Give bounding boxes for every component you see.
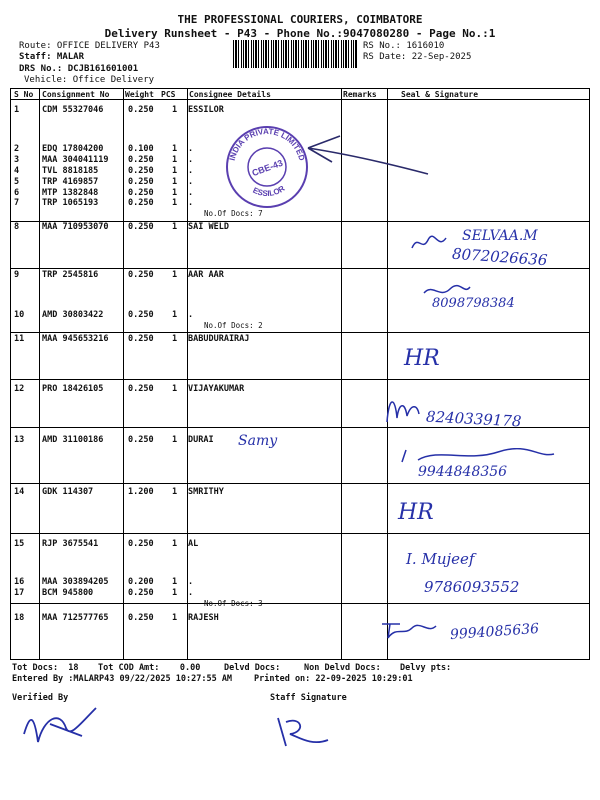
row-consignee: DURAI (188, 435, 214, 445)
col-seal-signature: Seal & Signature (401, 90, 479, 99)
row-consignment-no: AMD 30803422 (42, 310, 104, 320)
signature-initials: HR (404, 346, 440, 371)
row-pcs: 1 (172, 198, 178, 208)
row-weight: 0.100 (128, 144, 154, 154)
row-weight: 0.250 (128, 155, 154, 165)
company-stamp (224, 124, 310, 210)
row-weight: 0.250 (128, 222, 154, 232)
row-consignee: . (188, 198, 194, 208)
signature-mark (380, 616, 440, 642)
row-pcs: 1 (172, 577, 178, 587)
row-sno: 5 (14, 177, 20, 187)
row-consignment-no: RJP 3675541 (42, 539, 99, 549)
row-weight: 0.250 (128, 270, 154, 280)
signature-inline-name: Samy (238, 433, 278, 449)
signature-phone: 8240339178 (425, 407, 522, 431)
row-consignee: . (188, 166, 194, 176)
row-consignment-no: MTP 1382848 (42, 188, 99, 198)
row-consignment-no: MAA 712577765 (42, 613, 109, 623)
row-consignment-no: EDQ 17804200 (42, 144, 104, 154)
row-pcs: 1 (172, 487, 178, 497)
total-docs: Tot Docs: 18 (12, 663, 79, 673)
row-consignment-no: CDM 55327046 (42, 105, 104, 115)
row-pcs: 1 (172, 188, 178, 198)
row-weight: 0.250 (128, 384, 154, 394)
row-pcs: 1 (172, 155, 178, 165)
row-consignee: . (188, 577, 194, 587)
row-sno: 8 (14, 222, 20, 232)
row-pcs: 1 (172, 270, 178, 280)
group-docs-count: No.Of Docs: 2 (204, 321, 263, 330)
runsheet-subtitle: Delivery Runsheet - P43 - Phone No.:9047080280 - Page No.:1 (104, 27, 496, 40)
printed-on: Printed on: 22-09-2025 10:29:01 (254, 674, 413, 684)
signature-mark (410, 232, 450, 254)
arrow-scribble (300, 128, 440, 178)
row-pcs: 1 (172, 177, 178, 187)
staff-signature (272, 712, 332, 752)
row-consignee: . (188, 310, 194, 320)
row-sno: 6 (14, 188, 20, 198)
non-delivered-docs: Non Delvd Docs: (304, 663, 381, 673)
company-name: THE PROFESSIONAL COURIERS, COIMBATORE (177, 13, 423, 26)
signature-phone: 8072026636 (451, 244, 548, 270)
entered-by: Entered By :MALARP43 09/22/2025 10:27:55 AM (12, 674, 233, 684)
row-weight: 0.250 (128, 334, 154, 344)
signature-phone: 9944848356 (418, 464, 508, 480)
col-consignment: Consignment No (42, 90, 110, 99)
verified-by-label: Verified By (12, 693, 69, 703)
col-pcs: PCS (161, 90, 176, 99)
row-weight: 0.250 (128, 539, 154, 549)
row-sno: 13 (14, 435, 25, 445)
row-sno: 17 (14, 588, 25, 598)
row-weight: 0.250 (128, 198, 154, 208)
row-consignment-no: MAA 303894205 (42, 577, 109, 587)
row-consignee: SMRITHY (188, 487, 224, 497)
col-consignee: Consignee Details (189, 90, 271, 99)
row-sno: 14 (14, 487, 25, 497)
row-consignment-no: MAA 304041119 (42, 155, 109, 165)
row-pcs: 1 (172, 310, 178, 320)
stamp-center-text: CBE-43 (250, 157, 285, 179)
row-consignee: AL (188, 539, 199, 549)
row-pcs: 1 (172, 588, 178, 598)
row-weight: 0.250 (128, 310, 154, 320)
row-weight: 0.250 (128, 177, 154, 187)
row-pcs: 1 (172, 166, 178, 176)
rs-date: RS Date: 22-Sep-2025 (363, 52, 472, 62)
row-sno: 18 (14, 613, 25, 623)
verifier-signature (20, 704, 100, 748)
row-weight: 0.250 (128, 166, 154, 176)
row-consignee: SAI WELD (188, 222, 229, 232)
signature-initials: HR (398, 500, 434, 525)
group-docs-count: No.Of Docs: 3 (204, 599, 263, 608)
row-weight: 1.200 (128, 487, 154, 497)
row-sno: 1 (14, 105, 20, 115)
signature-phone: 9786093552 (424, 578, 520, 596)
row-pcs: 1 (172, 334, 178, 344)
row-weight: 0.250 (128, 188, 154, 198)
row-sno: 7 (14, 198, 20, 208)
svg-text:INDIA PRIVATE LIMITED (228, 127, 307, 162)
signature-phone: 8098798384 (432, 296, 515, 311)
row-consignee: . (188, 155, 194, 165)
row-pcs: 1 (172, 105, 178, 115)
row-consignment-no: BCM 945800 (42, 588, 94, 598)
signature-mark (383, 392, 423, 428)
stamp-inner-text: ESSILOR (251, 183, 287, 199)
row-consignee: RAJESH (188, 613, 219, 623)
row-sno: 11 (14, 334, 25, 344)
row-consignment-no: GDK 114307 (42, 487, 94, 497)
row-sno: 10 (14, 310, 25, 320)
row-weight: 0.250 (128, 613, 154, 623)
staff-signature-label: Staff Signature (270, 693, 347, 703)
route-label: Route: OFFICE DELIVERY P43 (19, 41, 160, 51)
row-weight: 0.250 (128, 588, 154, 598)
row-consignee: . (188, 588, 194, 598)
row-consignment-no: TRP 4169857 (42, 177, 99, 187)
row-consignee: VIJAYAKUMAR (188, 384, 245, 394)
total-cod-amount: Tot COD Amt: 0.00 (98, 663, 201, 673)
rs-number: RS No.: 1616010 (363, 41, 445, 51)
row-sno: 15 (14, 539, 25, 549)
vehicle-label: Vehicle: Office Delivery (24, 75, 155, 85)
row-pcs: 1 (172, 222, 178, 232)
row-consignee: . (188, 144, 194, 154)
row-consignment-no: MAA 710953070 (42, 222, 109, 232)
signature-name: SELVAA.M (462, 228, 538, 244)
delivered-docs: Delvd Docs: (224, 663, 281, 673)
row-sno: 16 (14, 577, 25, 587)
row-sno: 2 (14, 144, 20, 154)
row-pcs: 1 (172, 144, 178, 154)
row-sno: 3 (14, 155, 20, 165)
row-sno: 9 (14, 270, 20, 280)
row-consignment-no: TRP 1065193 (42, 198, 99, 208)
signature-phone: 9994085636 (449, 620, 540, 644)
row-weight: 0.200 (128, 577, 154, 587)
col-weight: Weight (125, 90, 154, 99)
row-consignee: . (188, 177, 194, 187)
row-consignment-no: PRO 18426105 (42, 384, 104, 394)
staff-label: Staff: MALAR (19, 52, 85, 62)
row-consignee: ESSILOR (188, 105, 224, 115)
drs-number: DRS No.: DCJB161601001 (19, 64, 139, 74)
row-consignment-no: MAA 945653216 (42, 334, 109, 344)
row-pcs: 1 (172, 435, 178, 445)
col-sno: S No (14, 90, 34, 99)
row-consignment-no: TVL 8818185 (42, 166, 99, 176)
row-consignee: AAR AAR (188, 270, 224, 280)
row-consignee: . (188, 188, 194, 198)
signature-name: I. Mujeef (406, 550, 475, 568)
row-sno: 12 (14, 384, 25, 394)
row-sno: 4 (14, 166, 20, 176)
row-pcs: 1 (172, 613, 178, 623)
barcode (233, 40, 357, 68)
row-pcs: 1 (172, 384, 178, 394)
stamp-outer-text: INDIA PRIVATE LIMITED (227, 126, 307, 162)
row-consignee: BABUDURAIRAJ (188, 334, 250, 344)
col-remarks: Remarks (343, 90, 377, 99)
group-docs-count: No.Of Docs: 7 (204, 209, 263, 218)
row-consignment-no: AMD 31100186 (42, 435, 104, 445)
row-weight: 0.250 (128, 105, 154, 115)
row-pcs: 1 (172, 539, 178, 549)
row-consignment-no: TRP 2545816 (42, 270, 99, 280)
row-weight: 0.250 (128, 435, 154, 445)
delivery-points: Delvy pts: (400, 663, 452, 673)
